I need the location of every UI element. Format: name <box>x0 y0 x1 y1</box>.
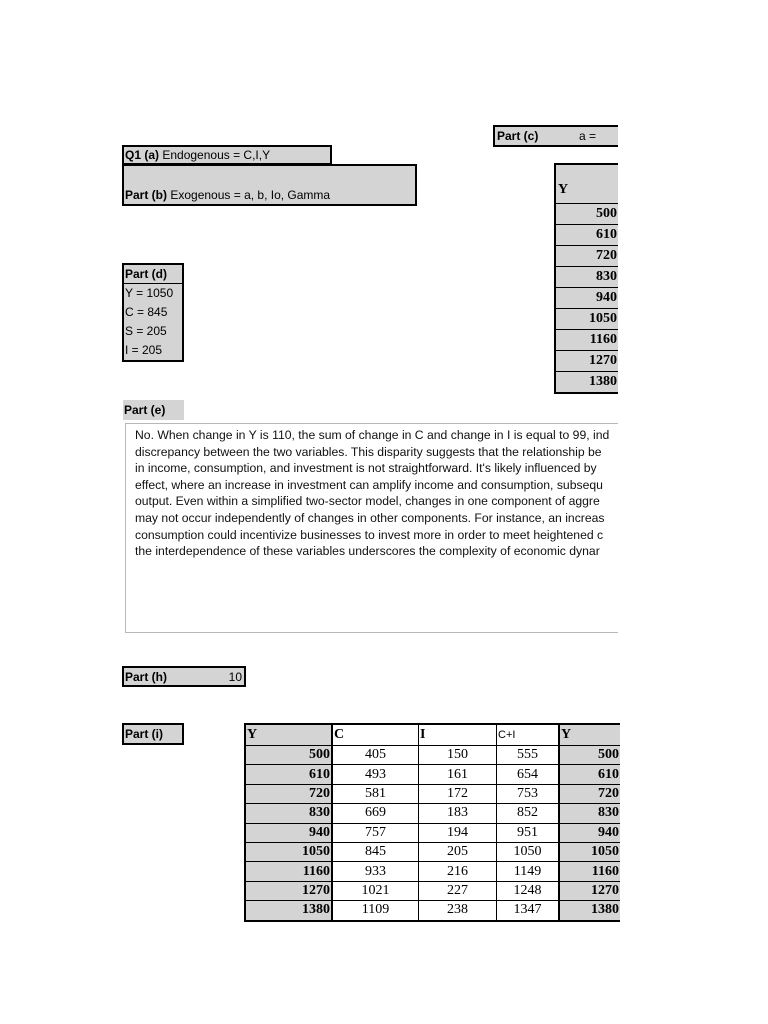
cell-i: 238 <box>419 901 497 921</box>
col-header-i: I <box>419 724 497 746</box>
cell-c: 1109 <box>332 901 419 921</box>
cell-y-right: 1160 <box>559 862 620 881</box>
q1-prefix: Q1 (a) <box>125 148 160 162</box>
cell-c-plus-i: 1347 <box>497 901 560 921</box>
part-c-label: Part (c) <box>497 129 539 143</box>
cell-y-right: 720 <box>559 784 620 803</box>
cell-y: 1050 <box>245 842 332 861</box>
cell-y: 720 <box>245 784 332 803</box>
part-c-header <box>493 125 618 147</box>
cell-c: 405 <box>332 746 419 765</box>
part-h-value: 10 <box>228 670 242 684</box>
q1-text: Endogenous = C,I,Y <box>162 148 271 162</box>
cell-c-plus-i: 654 <box>497 765 560 784</box>
cell-i: 194 <box>419 823 497 842</box>
cell-y: 1380 <box>245 901 332 921</box>
part-e-line: the interdependence of these variables underscores the complexity of economic dynar <box>135 544 600 559</box>
y-column-cell: 500 <box>596 206 617 221</box>
cell-c-plus-i: 1050 <box>497 842 560 861</box>
cell-y-right: 830 <box>559 804 620 823</box>
part-i-table <box>244 723 620 922</box>
y-column-cell: 1380 <box>556 371 618 392</box>
cell-c: 845 <box>332 842 419 861</box>
part-d-item: Y = 1050 <box>125 286 174 300</box>
part-e-line: may not occur independently of changes in other components. For instance, an increas <box>135 510 605 525</box>
cell-y: 500 <box>245 746 332 765</box>
col-header-y: Y <box>245 724 332 746</box>
q1-endogenous-cell <box>122 145 332 165</box>
part-e-label: Part (e) <box>123 400 184 420</box>
table-row <box>245 765 620 784</box>
cell-y-right: 500 <box>559 746 620 765</box>
cell-i: 227 <box>419 881 497 900</box>
table-header-row <box>245 724 620 746</box>
cell-y-right: 1050 <box>559 842 620 861</box>
part-c-y-column <box>554 163 618 394</box>
y-column-cell: 720 <box>556 245 618 266</box>
table-row <box>245 804 620 823</box>
cell-i: 172 <box>419 784 497 803</box>
part-d-item: S = 205 <box>125 324 167 338</box>
col-header-y-right: Y <box>559 724 620 746</box>
part-e-line: consumption could incentivize businesses to invest more in order to meet heightened c <box>135 527 604 542</box>
part-d-item: I = 205 <box>125 343 163 357</box>
y-column-cell: 1160 <box>556 329 618 350</box>
cell-y: 830 <box>245 804 332 823</box>
table-row <box>245 842 620 861</box>
cell-y-right: 1270 <box>559 881 620 900</box>
part-d-list <box>122 263 184 362</box>
table-row <box>245 862 620 881</box>
cell-c-plus-i: 852 <box>497 804 560 823</box>
cell-c: 1021 <box>332 881 419 900</box>
cell-c: 669 <box>332 804 419 823</box>
col-header-c: C <box>332 724 419 746</box>
cell-i: 205 <box>419 842 497 861</box>
cell-c-plus-i: 1248 <box>497 881 560 900</box>
cell-c-plus-i: 1149 <box>497 862 560 881</box>
part-b-text: Exogenous = a, b, Io, Gamma <box>170 188 331 202</box>
part-d-item: C = 845 <box>125 305 168 319</box>
cell-y-right: 610 <box>559 765 620 784</box>
y-column-cell: 610 <box>556 224 618 245</box>
part-b-prefix: Part (b) <box>125 188 167 202</box>
cell-y-right: 940 <box>559 823 620 842</box>
cell-y: 940 <box>245 823 332 842</box>
part-e-line: No. When change in Y is 110, the sum of change in C and change in I is equal to 99, ind <box>135 428 610 442</box>
cell-y: 610 <box>245 765 332 784</box>
cell-y: 1160 <box>245 862 332 881</box>
part-d-label: Part (d) <box>124 265 182 284</box>
col-header-c-plus-i: C+I <box>497 724 560 746</box>
cell-c: 493 <box>332 765 419 784</box>
table-row <box>245 784 620 803</box>
table-row <box>245 823 620 842</box>
cell-c: 933 <box>332 862 419 881</box>
y-column-cell: 1050 <box>556 308 618 329</box>
part-b-exogenous-cell <box>122 164 417 206</box>
y-column-header: Y <box>556 165 618 204</box>
cell-i: 183 <box>419 804 497 823</box>
cell-i: 216 <box>419 862 497 881</box>
cell-y: 1270 <box>245 881 332 900</box>
y-column-cell: 940 <box>556 287 618 308</box>
table-row <box>245 901 620 921</box>
cell-c: 757 <box>332 823 419 842</box>
cell-y-right: 1380 <box>559 901 620 921</box>
part-h-label: Part (h) <box>125 670 167 684</box>
y-column-cell: 1270 <box>556 350 618 371</box>
part-i-label: Part (i) <box>122 723 184 745</box>
part-h-cell <box>122 666 246 687</box>
cell-c: 581 <box>332 784 419 803</box>
table-row <box>245 881 620 900</box>
part-e-line: effect, where an increase in investment can amplify income and consumption, subsequ <box>135 477 603 492</box>
cell-c-plus-i: 951 <box>497 823 560 842</box>
y-column-cell: 830 <box>556 266 618 287</box>
cell-c-plus-i: 753 <box>497 784 560 803</box>
cell-c-plus-i: 555 <box>497 746 560 765</box>
table-row <box>245 746 620 765</box>
cell-i: 150 <box>419 746 497 765</box>
cell-i: 161 <box>419 765 497 784</box>
part-e-line: discrepancy between the two variables. This disparity suggests that the relationship be <box>135 444 602 459</box>
part-e-line: in income, consumption, and investment is not straightforward. It's likely influenced by <box>135 461 597 476</box>
part-e-textbox[interactable] <box>125 423 618 633</box>
part-e-line: output. Even within a simplified two-sector model, changes in one component of aggre <box>135 494 600 509</box>
part-c-a-label: a = <box>579 129 597 143</box>
